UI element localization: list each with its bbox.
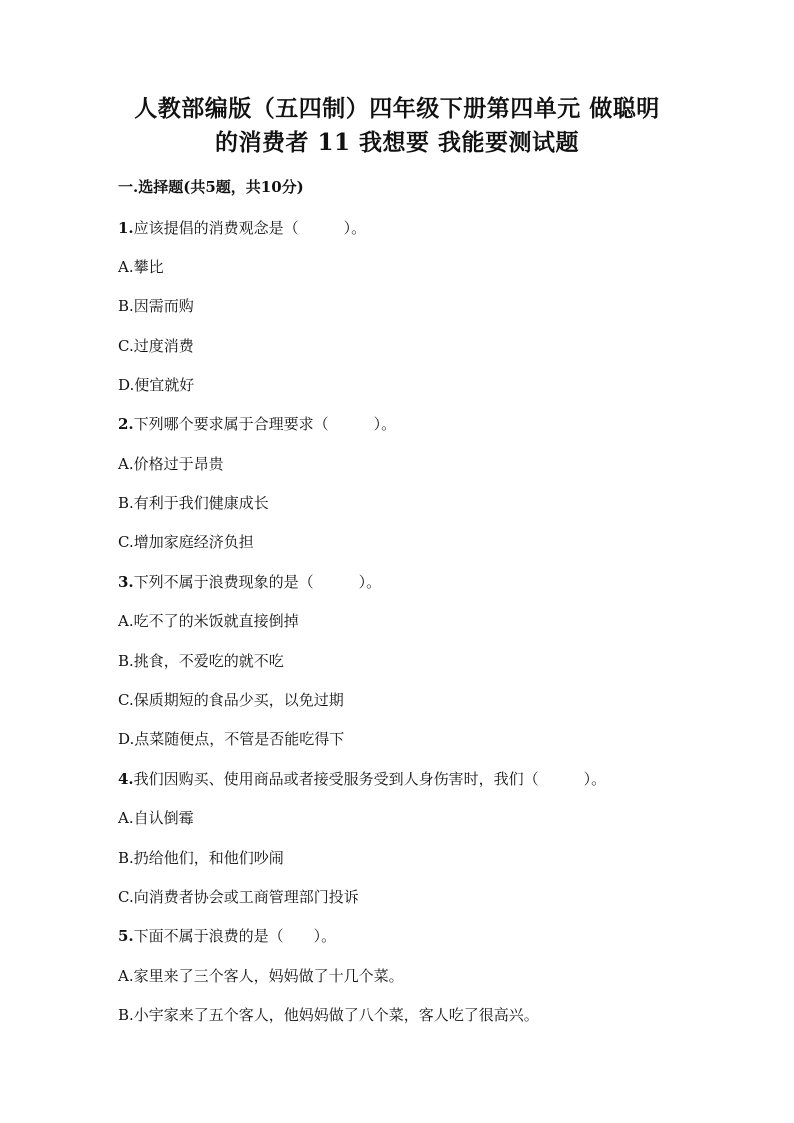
question-5-option-b: B.小宇家来了五个客人，他妈妈做了八个菜，客人吃了很高兴。 (118, 1006, 539, 1024)
question-3-option-b: B.挑食，不爱吃的就不吃 (118, 652, 284, 670)
question-5-option-a: A.家里来了三个客人，妈妈做了十几个菜。 (118, 967, 404, 985)
question-2-option-a: A.价格过于昂贵 (118, 455, 224, 473)
question-3 (118, 572, 381, 592)
question-number: 2. (118, 415, 134, 433)
question-4-option-c: C.向消费者协会或工商管理部门投诉 (118, 888, 359, 906)
question-text: 下列哪个要求属于合理要求（ ）。 (133, 415, 397, 433)
document-title-line-1: 人教部编版（五四制）四年级下册第四单元 做聪明 (134, 95, 660, 122)
question-3-option-c: C.保质期短的食品少买，以免过期 (118, 691, 344, 709)
question-3-option-a: A.吃不了的米饭就直接倒掉 (118, 612, 299, 630)
question-number: 3. (118, 573, 134, 591)
question-2-option-c: C.增加家庭经济负担 (118, 533, 254, 551)
question-text: 我们因购买、使用商品或者接受服务受到人身伤害时，我们（ ）。 (133, 770, 607, 788)
question-text: 应该提倡的消费观念是（ ）。 (133, 219, 367, 237)
question-text: 下面不属于浪费的是（ ）。 (133, 927, 337, 945)
section-heading: 一.选择题(共5题，共10分) (118, 178, 304, 196)
question-2 (118, 414, 396, 434)
question-1 (118, 218, 366, 238)
question-4-option-b: B.扔给他们，和他们吵闹 (118, 849, 284, 867)
question-5 (118, 926, 336, 946)
question-3-option-d: D.点菜随便点，不管是否能吃得下 (118, 730, 345, 748)
question-1-option-c: C.过度消费 (118, 337, 194, 355)
question-number: 5. (118, 927, 134, 945)
question-2-option-b: B.有利于我们健康成长 (118, 494, 269, 512)
question-1-option-b: B.因需而购 (118, 297, 194, 315)
question-1-option-d: D.便宜就好 (118, 376, 195, 394)
question-4 (118, 769, 606, 789)
question-text: 下列不属于浪费现象的是（ ）。 (133, 573, 382, 591)
document-title-line-2: 的消费者 11 我想要 我能要测试题 (214, 129, 580, 156)
question-4-option-a: A.自认倒霉 (118, 809, 194, 827)
question-1-option-a: A.攀比 (118, 258, 164, 276)
question-number: 4. (118, 770, 134, 788)
question-number: 1. (118, 219, 134, 237)
